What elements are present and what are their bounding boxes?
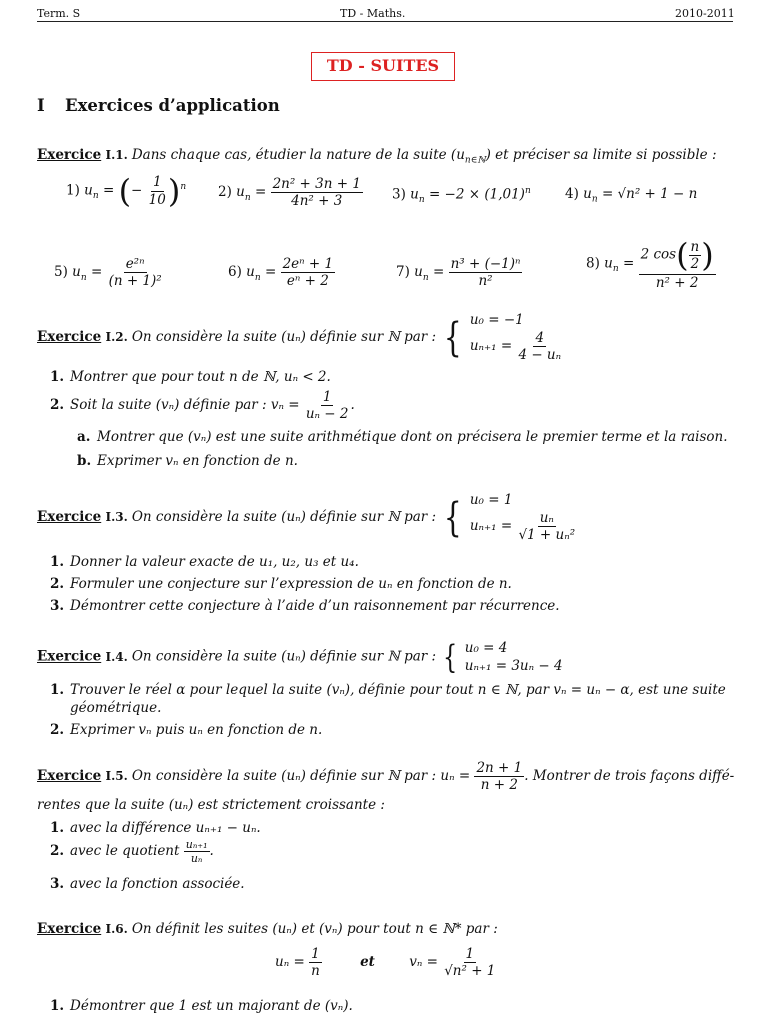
formula-3: 3) $u_n = -2 \times (1,01)^n$	[392, 186, 531, 206]
formula-2: 2) $u_n$ = $\frac{\text{2n² + 3n + 1}}{\text{4n² + 3}}$	[218, 176, 361, 210]
ex4-question-1-cont: géométrique.	[70, 700, 162, 716]
exercise-4-statement: Exercice I.4. On considère la suite (uₙ) définie sur ℕ par : { u₀ = 4 uₙ₊₁ = 3uₙ − 4	[37, 638, 563, 676]
ex4-question-1: 1. Trouver le réel α pour lequel la suite (vₙ), définie pour tout n ∈ ℕ, par vₙ = uₙ − α, est une suite	[50, 682, 726, 698]
exercise-2-system: { u₀ = −1 uₙ₊₁ = $\frac{4}{\text{4 − uₙ}}$	[444, 312, 562, 364]
ex5-question-3: 3. avec la fonction associée.	[50, 876, 245, 892]
ex6-definitions: uₙ = $\frac{1}{n}$ et vₙ = $\frac{1}{\text{√n² + 1}}$	[275, 946, 496, 980]
formula-1: 1) $u_n$ = (− $\frac{1}{10}$ )$^n$	[66, 172, 187, 210]
exercise-1-statement: Exercice I.1. Dans chaque cas, étudier la nature de la suite $(u_{n\in ℕ})$ et préciser sa limite si possible :	[37, 147, 717, 166]
ex3-question-1: 1. Donner la valeur exacte de u₁, u₂, u₃ et u₄.	[50, 554, 359, 570]
header-right: 2010-2011	[675, 7, 735, 20]
formula-5: 5) $u_n$ = $\frac{\text{e²ⁿ}}{\text{(n + 1)²}}$	[54, 256, 162, 290]
ex2-question-2: 2. Soit la suite (vₙ) définie par : vₙ = $\frac{1}{\text{uₙ − 2}}$ .	[50, 389, 355, 423]
exercise-6-statement: Exercice I.6. On définit les suites (uₙ) et (vₙ) pour tout n ∈ ℕ* par :	[37, 921, 498, 937]
ex2-question-2b: b. Exprimer vₙ en fonction de n.	[77, 453, 298, 469]
formula-8: 8) $u_n$ = 2 cos( $\frac{n}{2}$ ) n² + 2	[586, 236, 714, 292]
exercise-5-statement-cont: rentes que la suite (uₙ) est strictement croissante :	[37, 797, 385, 813]
ex5-question-1: 1. avec la différence uₙ₊₁ − uₙ.	[50, 820, 261, 836]
ex2-question-2a: a. Montrer que (vₙ) est une suite arithmétique dont on précisera le premier terme et la raison.	[77, 429, 728, 445]
ex3-question-3: 3. Démontrer cette conjecture à l’aide d’un raisonnement par récurrence.	[50, 598, 560, 614]
formula-6: 6) $u_n$ = $\frac{\text{2eⁿ + 1}}{\text{eⁿ + 2}}$	[228, 256, 334, 290]
ex2-question-1: 1. Montrer que pour tout n de ℕ, uₙ < 2.	[50, 369, 331, 385]
ex6-question-1: 1. Démontrer que 1 est un majorant de (vₙ).	[50, 998, 353, 1014]
ex5-question-2: 2. avec le quotient $\frac{\text{uₙ₊₁}}{\text{uₙ}}$ .	[50, 838, 214, 866]
exercise-3-system: { u₀ = 1 uₙ₊₁ = $\frac{\text{uₙ}}{\text{√1 + uₙ²}}$	[444, 492, 576, 544]
exercise-2-statement: Exercice I.2. On considère la suite (uₙ) définie sur ℕ par : { u₀ = −1 uₙ₊₁ = $\frac{4}{\text{4 − uₙ}}$	[37, 312, 562, 364]
document-title: TD - SUITES	[311, 52, 455, 81]
exercise-3-statement: Exercice I.3. On considère la suite (uₙ) définie sur ℕ par : { u₀ = 1 uₙ₊₁ = $\frac{\text{uₙ}}{\text{√1 + uₙ²}}$	[37, 492, 576, 544]
header-rule	[37, 21, 733, 22]
exercise-4-system: { u₀ = 4 uₙ₊₁ = 3uₙ − 4	[443, 638, 563, 676]
exercise-5-statement: Exercice I.5. On considère la suite (uₙ) définie sur ℕ par : uₙ = $\frac{2n + 1}{n + 2}$ . Montrer de trois façons diffé-	[37, 760, 735, 794]
section-heading: I Exercices d’application	[37, 96, 280, 115]
ex4-question-2: 2. Exprimer vₙ puis uₙ en fonction de n.	[50, 722, 323, 738]
exercise-label: Exercice	[37, 147, 102, 163]
header-center: TD - Maths.	[340, 7, 406, 20]
formula-7: 7) $u_n$ = $\frac{\text{n³ + (−1)ⁿ}}{\text{n²}}$	[396, 256, 521, 290]
formula-4: 4) $u_n = √n^2 + 1 - n$	[565, 186, 698, 205]
ex3-question-2: 2. Formuler une conjecture sur l’expression de uₙ en fonction de n.	[50, 576, 512, 592]
header-left: Term. S	[37, 7, 81, 20]
